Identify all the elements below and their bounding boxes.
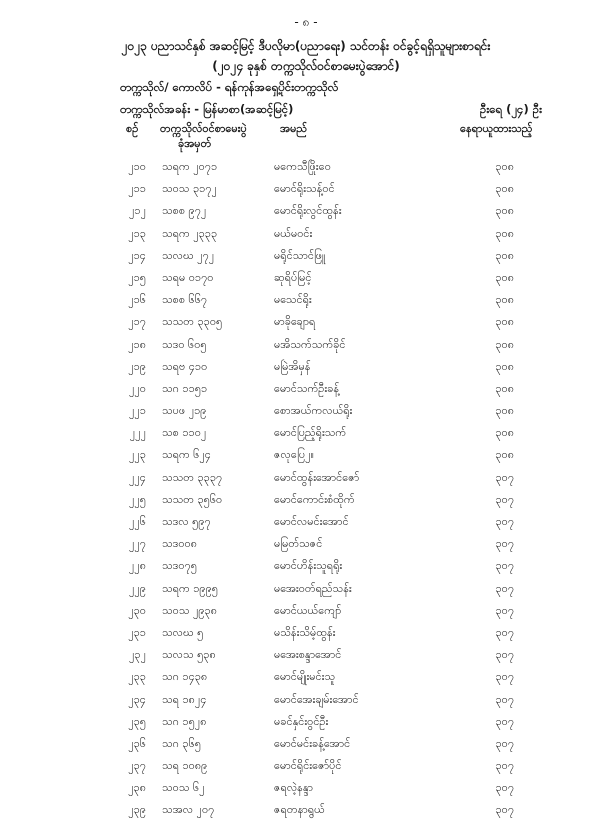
row-number: ၂၂၅ [129, 492, 146, 506]
student-name: မောင်ရိုင်းဇော်ပိုင် [274, 759, 342, 773]
seat-value: ၃၀၈ [495, 315, 514, 329]
table-row [0, 249, 612, 271]
row-number: ၂၃၁ [128, 625, 146, 639]
university-label: တက္ကသိုလ်/ ကောလိပ် - ရန်ကုန်အရှေ့ပိုင်းတက္ကသိုလ် [120, 80, 339, 94]
table-row [0, 404, 612, 426]
student-name: မအေးဝတ်ရည်သန်း [274, 581, 352, 595]
seat-value: ၃၀၈ [495, 404, 514, 418]
row-number: ၂၂၁ [129, 404, 146, 418]
seat-value: ၃၀၇ [495, 714, 514, 728]
student-name: မောင်လမင်းအောင် [274, 515, 349, 528]
roll-number: သအလ ၂၀၇ [162, 803, 215, 817]
row-number: ၂၁၃ [128, 226, 146, 240]
column-header-no: စဉ် [126, 122, 139, 135]
student-name: ဇလုပြေ၂။ [274, 448, 314, 462]
table-row [0, 471, 612, 493]
roll-number: သလဃ ၂၇၂ [162, 248, 215, 262]
seat-value: ၃၀၈ [495, 359, 514, 373]
row-number: ၂၂၀ [129, 381, 146, 395]
student-name: မောင်ကောင်းစံထိုက် [274, 492, 355, 506]
column-header-roll-sub: ခုံအမှတ် [178, 137, 212, 150]
table-row [0, 626, 612, 648]
table-row [0, 582, 612, 604]
seat-value: ၃၀၈ [495, 248, 514, 262]
student-name: မမြတ်သဇင် [274, 537, 323, 551]
table-row [0, 293, 612, 315]
table-row [0, 803, 612, 825]
row-number: ၂၃၃ [128, 670, 146, 684]
seat-value: ၃၀၇ [495, 625, 514, 639]
roll-number: သဒ၀၀၈ [162, 537, 198, 551]
row-number: ၂၁၂ [129, 204, 146, 218]
results-table [0, 160, 612, 826]
student-name: မအိသက်သက်ခိုင် [274, 337, 346, 351]
row-number: ၂၃၆ [128, 736, 146, 750]
student-name: မောင်မင်းခန့်အောင် [274, 736, 351, 750]
student-name: မောင်ဟိန်းသူရရိုး [274, 559, 343, 573]
student-name: ဇရတနာရွယ် [274, 803, 325, 817]
table-row [0, 759, 612, 781]
seat-value: ၃၀၇ [495, 781, 514, 795]
student-name: မာခိုချောရ [274, 315, 316, 329]
roll-number: သဂ ၁၁၅၁ [162, 381, 208, 395]
row-number: ၂၃၈ [128, 781, 146, 795]
roll-number: သပဖ ၂၁၉ [162, 404, 207, 418]
student-name: မောင်ရိုးသန့်ဝင် [274, 182, 335, 196]
student-name: စောအယ်ကလယ်ရိုး [274, 404, 353, 418]
column-header-seat: နေရာယူထားသည့် [460, 122, 533, 135]
roll-number: သဂ ၁၅၂၈ [162, 714, 207, 728]
roll-number: သရမ ၀၁၇၀ [162, 270, 214, 284]
count-label: ဦးရေ (၂၄) ဦး [480, 102, 543, 116]
student-name: မသိန်းသိမ့်ထွန်း [274, 625, 336, 639]
seat-value: ၃၀၇ [495, 803, 514, 817]
roll-number: သဒလ ၅၉၇ [162, 515, 211, 528]
document-subtitle: (၂၀၂၄ ခုနှစ် တက္ကသိုလ်ဝင်စာမေးပွဲအောင်) [212, 59, 400, 73]
roll-number: သဝသ ၃၁၇၂ [162, 182, 217, 196]
column-header-name: အမည် [280, 122, 308, 135]
row-number: ၂၁၇ [128, 315, 146, 329]
student-name: မောင်ထွန်းအောင်ဇော် [274, 470, 360, 484]
student-name: မောင်သက်ဦးခန့် [274, 381, 340, 395]
row-number: ၂၁၅ [128, 270, 146, 284]
seat-value: ၃၀၈ [495, 293, 514, 307]
roll-number: သလဃ ၅ [162, 625, 204, 639]
student-name: မရိုင်သာင်ဖြူ [274, 248, 326, 262]
seat-value: ၃၀၇ [495, 603, 514, 617]
row-number: ၂၂၉ [129, 581, 146, 595]
seat-value: ၃၀၇ [495, 648, 514, 662]
department-label: တက္ကသိုလ်အခန်း - မြန်မာစာ(အဆင့်မြင့်) [120, 102, 294, 116]
table-row [0, 670, 612, 692]
seat-value: ၃၀၈ [495, 204, 514, 218]
seat-value: ၃၀၇ [495, 559, 514, 573]
seat-value: ၃၀၈ [495, 426, 514, 440]
seat-value: ၃၀၇ [495, 492, 514, 506]
roll-number: သဒ၀၇၅ [162, 559, 197, 573]
seat-value: ၃၀၇ [495, 670, 514, 684]
row-number: ၂၁၉ [128, 359, 146, 373]
seat-value: ၃၀၈ [495, 448, 514, 462]
table-row [0, 537, 612, 559]
student-name: ဇရလဲ့နန္ဒာ [274, 781, 314, 795]
student-name: မကေသီဖြိုး၀ေ [274, 160, 331, 173]
table-row [0, 360, 612, 382]
table-row [0, 781, 612, 803]
student-name: မောင်အေးချမ်းအောင် [274, 692, 359, 706]
roll-number: သရက ၆၂၄ [162, 448, 211, 462]
student-name: မသေင်ရိုး [274, 293, 312, 307]
roll-number: သလသ ၅၃၈ [162, 648, 216, 662]
row-number: ၂၃၄ [128, 692, 146, 706]
row-number: ၂၁၈ [128, 337, 146, 351]
roll-number: သသတ ၃၃၀၅ [162, 315, 223, 329]
table-row [0, 382, 612, 404]
roll-number: သ၀သ ၆၂ [162, 781, 205, 795]
table-row [0, 693, 612, 715]
roll-number: သသတ ၃၅၆၀ [162, 492, 223, 506]
roll-number: သရ ၁၈၂၄ [162, 692, 207, 706]
table-row [0, 648, 612, 670]
table-row [0, 426, 612, 448]
seat-value: ၃၀၈ [495, 160, 514, 173]
row-number: ၂၃၂ [129, 648, 146, 662]
seat-value: ၃၀၇ [495, 581, 514, 595]
row-number: ၂၂၄ [129, 470, 146, 484]
table-row [0, 515, 612, 537]
student-name: မခင်နှင်းဝွင်ဦး [274, 714, 329, 728]
table-row [0, 715, 612, 737]
roll-number: သသတ ၃၃၃၇ [162, 470, 223, 484]
document-title: ၂၀၂၃ ပညာသင်နှစ် အဆင့်မြင့် ဒီပလိုမာ(ပညာရေး) သင်တန်း ဝင်ခွင့်ရရှိသူများစာရင်း [121, 39, 491, 53]
row-number: ၂၁၀ [128, 160, 146, 173]
seat-value: ၃၀၈ [495, 182, 514, 196]
row-number: ၂၁၄ [128, 248, 146, 262]
roll-number: သစစ ၉၇၂ [162, 204, 207, 218]
row-number: ၂၃၅ [128, 714, 146, 728]
roll-number: သရက ၂၀၇၁ [162, 160, 218, 173]
roll-number: သဂ ၁၄၃၈ [162, 670, 208, 684]
roll-number: သဂ ၃၆၅ [162, 736, 201, 750]
column-header-roll: တက္ကသိုလ်ဝင်စာမေးပွဲ [160, 122, 247, 135]
row-number: ၂၃၇ [128, 759, 146, 773]
roll-number: သစ ၁၁၀၂ [162, 426, 207, 440]
row-number: ၂၂၃ [129, 448, 146, 462]
row-number: ၂၂၇ [129, 537, 146, 551]
roll-number: သရဗ ၄၁၀ [162, 359, 208, 373]
table-row [0, 204, 612, 226]
table-row [0, 271, 612, 293]
seat-value: ၃၀၇ [495, 537, 514, 551]
roll-number: သစစ ၆၆၇ [162, 293, 208, 307]
roll-number: သရက ၁၉၉၅ [162, 581, 218, 595]
table-row [0, 160, 612, 182]
seat-value: ၃၀၈ [495, 226, 514, 240]
seat-value: ၃၀၈ [495, 270, 514, 284]
table-row [0, 338, 612, 360]
student-name: မယ်မဝင်း [274, 226, 313, 240]
seat-value: ၃၀၇ [495, 759, 514, 773]
roll-number: သရက ၂၃၃၃ [162, 226, 218, 240]
seat-value: ၃၀၇ [495, 470, 514, 484]
roll-number: သဒဝ ၆၀၅ [162, 337, 207, 351]
table-row [0, 493, 612, 515]
row-number: ၂၃၀ [128, 603, 146, 617]
row-number: ၂၁၁ [128, 182, 146, 196]
roll-number: သရ ၁၀၈၉ [162, 759, 208, 773]
table-row [0, 559, 612, 581]
table-row [0, 315, 612, 337]
student-name: မမြဲအိမှန် [274, 359, 311, 373]
table-row [0, 737, 612, 759]
roll-number: သ၀သ ၂၉၃၈ [162, 603, 218, 617]
table-row [0, 182, 612, 204]
row-number: ၂၁၆ [128, 293, 146, 307]
seat-value: ၃၀၇ [495, 736, 514, 750]
table-row [0, 604, 612, 626]
row-number: ၂၂၆ [129, 515, 146, 528]
page-number: - ၈ - [294, 15, 318, 29]
seat-value: ၃၀၇ [495, 515, 514, 528]
student-name: မအေးစန္ဒာအောင် [274, 648, 342, 662]
row-number: ၂၃၉ [128, 803, 146, 817]
student-name: မောင်ပြည့်ရိုးသက် [274, 426, 347, 440]
table-row [0, 227, 612, 249]
row-number: ၂၂၂ [129, 426, 146, 440]
student-name: ဆုရိပ်မြင့် [274, 270, 312, 284]
student-name: မောင်မျိုးမင်းသူ [274, 670, 336, 684]
student-name: မောင်ရိုးလွင်ထွန်း [274, 204, 342, 218]
row-number: ၂၂၈ [128, 559, 146, 573]
seat-value: ၃၀၈ [495, 381, 514, 395]
student-name: မောင်ယယ်ကျော် [274, 603, 342, 617]
seat-value: ၃၀၈ [495, 337, 514, 351]
seat-value: ၃၀၇ [495, 692, 514, 706]
table-row [0, 448, 612, 470]
